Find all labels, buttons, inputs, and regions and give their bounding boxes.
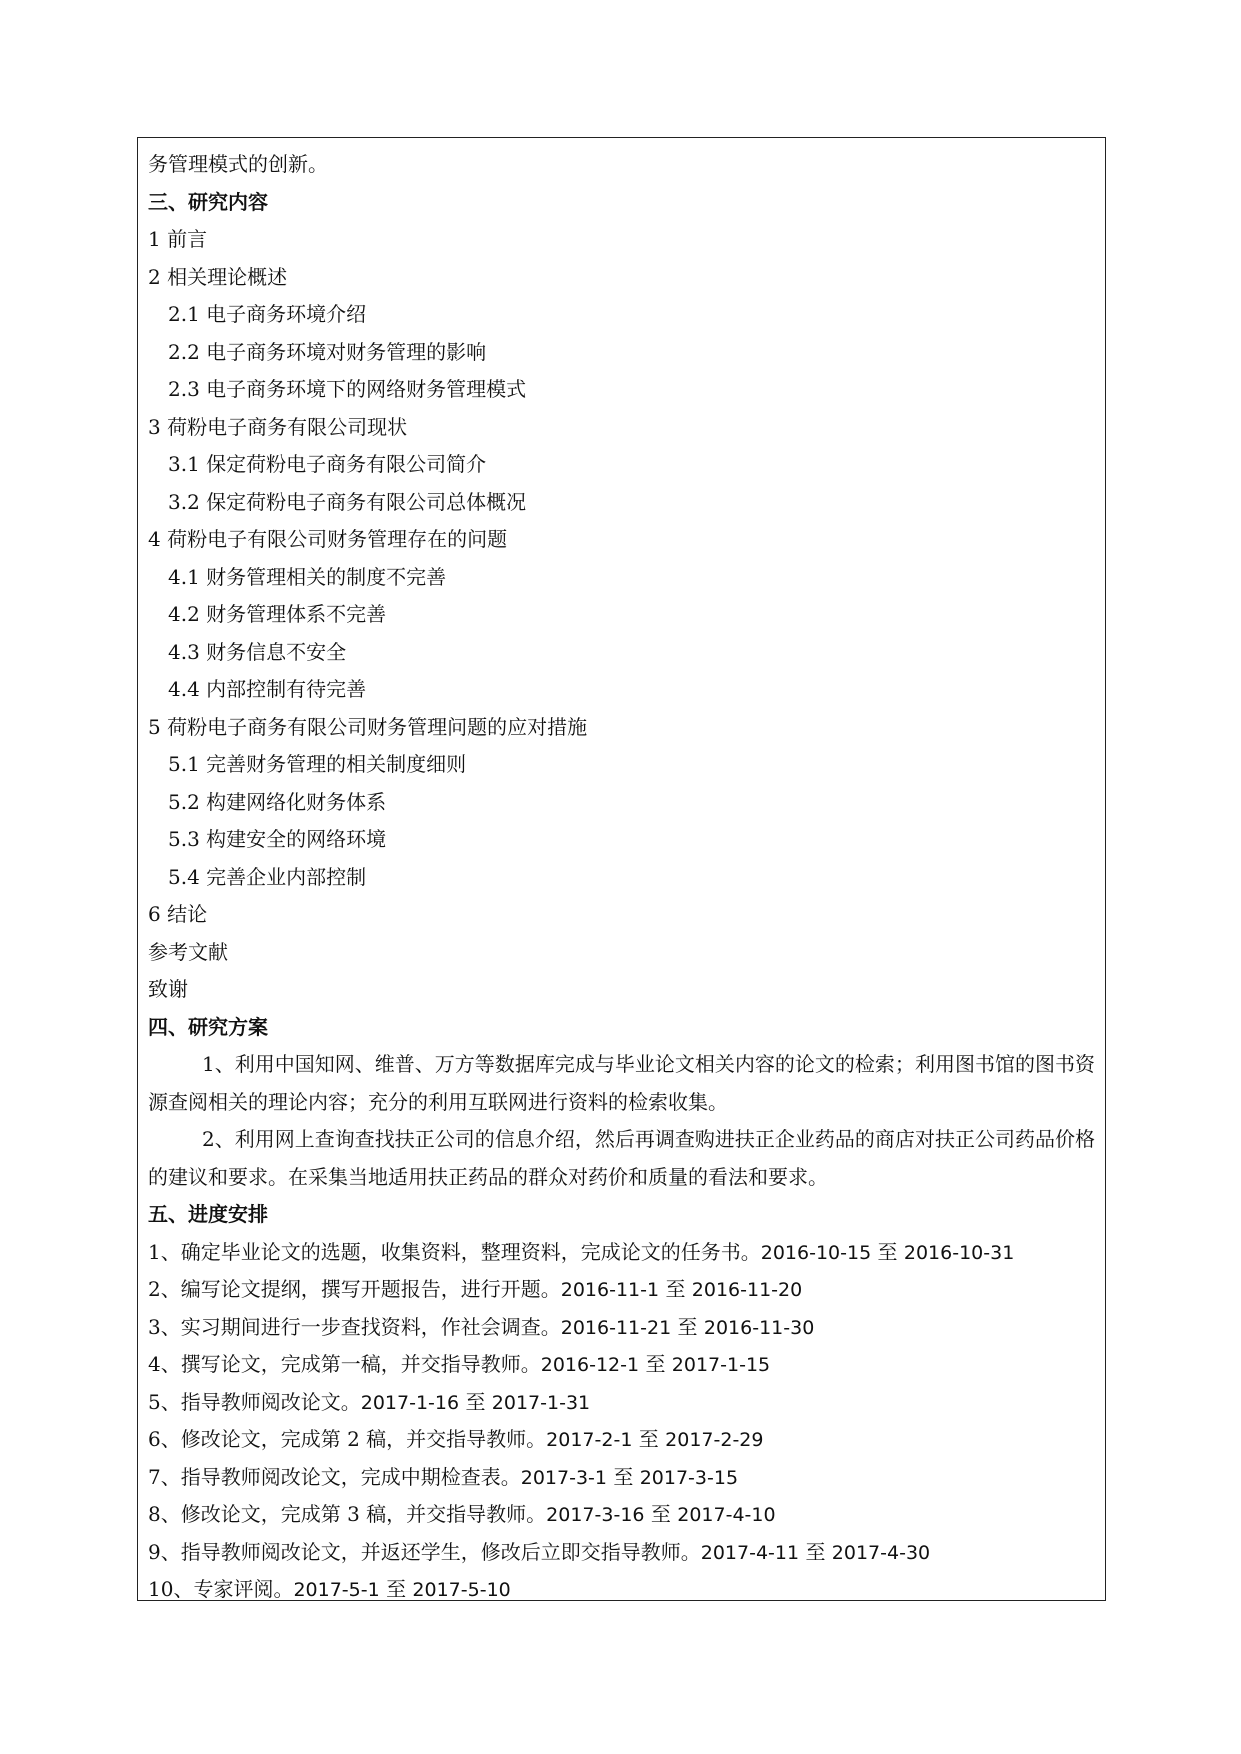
schedule-item [148, 1534, 1095, 1572]
outline-item: 参考文献 [148, 939, 228, 964]
lead-line: 务管理模式的创新。 [148, 152, 328, 176]
schedule-task: 10、专家评阅。 [148, 1577, 294, 1601]
schedule-item [148, 1459, 1095, 1497]
outline-subitem: 4.4 内部控制有待完善 [168, 677, 367, 701]
outline-item: 6 结论 [148, 902, 208, 926]
schedule-end-date: 2016-11-20 [691, 1279, 803, 1301]
schedule-date-separator: 至 [877, 1239, 898, 1264]
section-heading-research-plan: 四、研究方案 [148, 1014, 268, 1039]
schedule-item [148, 1234, 1095, 1272]
outline-item: 致谢 [148, 977, 188, 1001]
schedule-date-separator: 至 [650, 1502, 671, 1526]
schedule-end-date: 2017-1-31 [491, 1391, 591, 1414]
outline-subitem: 4.2 财务管理体系不完善 [168, 602, 387, 626]
section-heading-schedule: 五、进度安排 [148, 1202, 268, 1226]
outline-item: 3 荷粉电子商务有限公司现状 [148, 414, 408, 439]
schedule-task: 4、撰写论文，完成第一稿，并交指导教师。 [148, 1352, 541, 1376]
research-plan-paragraph: 2、利用网上查询查找扶正公司的信息介绍，然后再调查购进扶正企业药品的商店对扶正公司药品价格的建议和要求。在采集当地适用扶正药品的群众对药价和质量的看法和要求。 [148, 1127, 1095, 1189]
schedule-end-date: 2016-10-31 [903, 1241, 1015, 1264]
schedule-start-date: 2016-10-15 [760, 1241, 872, 1264]
schedule-item [148, 1309, 1095, 1347]
schedule-date-separator: 至 [805, 1539, 826, 1564]
outline-subitem: 5.1 完善财务管理的相关制度细则 [168, 752, 467, 776]
schedule-start-date: 2017-5-1 [293, 1579, 380, 1601]
schedule-task: 7、指导教师阅改论文，完成中期检查表。 [148, 1464, 521, 1489]
document-content [148, 146, 1095, 1601]
schedule-item [148, 1271, 1095, 1309]
schedule-start-date: 2016-12-1 [540, 1354, 640, 1376]
schedule-date-separator: 至 [386, 1577, 407, 1601]
schedule-start-date: 2016-11-1 [560, 1279, 660, 1301]
outline-subitem: 5.2 构建网络化财务体系 [168, 789, 387, 814]
schedule-item [148, 1384, 1095, 1422]
schedule-date-separator: 至 [645, 1352, 666, 1376]
research-content-outline [148, 221, 1095, 1009]
outline-subitem: 5.3 构建安全的网络环境 [168, 827, 387, 851]
schedule-task: 9、指导教师阅改论文，并返还学生，修改后立即交指导教师。 [148, 1539, 701, 1564]
schedule-start-date: 2017-3-1 [520, 1466, 607, 1489]
schedule-item [148, 1346, 1095, 1384]
schedule-start-date: 2016-11-21 [560, 1316, 672, 1339]
schedule-date-separator: 至 [677, 1314, 698, 1339]
outline-item: 5 荷粉电子商务有限公司财务管理问题的应对措施 [148, 714, 588, 739]
schedule-item [148, 1421, 1095, 1459]
document-frame [137, 137, 1106, 1601]
outline-subitem: 5.4 完善企业内部控制 [168, 864, 367, 889]
schedule-date-separator: 至 [465, 1389, 486, 1414]
schedule-start-date: 2017-1-16 [360, 1391, 460, 1414]
outline-subitem: 2.3 电子商务环境下的网络财务管理模式 [168, 377, 527, 401]
outline-subitem: 3.1 保定荷粉电子商务有限公司简介 [168, 452, 487, 476]
schedule-end-date: 2017-5-10 [412, 1579, 511, 1601]
schedule-list [148, 1234, 1095, 1602]
schedule-start-date: 2017-4-11 [700, 1541, 800, 1564]
schedule-item [148, 1496, 1095, 1534]
schedule-task: 5、指导教师阅改论文。 [148, 1389, 361, 1414]
schedule-task: 3、实习期间进行一步查找资料，作社会调查。 [148, 1314, 561, 1339]
schedule-date-separator: 至 [613, 1464, 634, 1489]
section-heading-research-content: 三、研究内容 [148, 189, 268, 214]
outline-subitem: 4.1 财务管理相关的制度不完善 [168, 564, 447, 589]
schedule-end-date: 2016-11-30 [703, 1316, 815, 1339]
research-plan-paragraph: 1、利用中国知网、维普、万方等数据库完成与毕业论文相关内容的论文的检索；利用图书馆的图书资源查阅相关的理论内容；充分的利用互联网进行资料的检索收集。 [148, 1052, 1095, 1114]
outline-item: 2 相关理论概述 [148, 264, 288, 289]
outline-subitem: 2.2 电子商务环境对财务管理的影响 [168, 339, 487, 364]
schedule-task: 8、修改论文，完成第 3 稿，并交指导教师。 [148, 1502, 547, 1526]
schedule-task: 6、修改论文，完成第 2 稿，并交指导教师。 [148, 1427, 547, 1451]
outline-item: 4 荷粉电子有限公司财务管理存在的问题 [148, 527, 508, 551]
schedule-date-separator: 至 [638, 1427, 659, 1451]
schedule-task: 1、确定毕业论文的选题，收集资料，整理资料，完成论文的任务书。 [148, 1239, 761, 1264]
schedule-end-date: 2017-1-15 [671, 1354, 771, 1376]
schedule-end-date: 2017-4-30 [831, 1541, 931, 1564]
schedule-start-date: 2017-2-1 [546, 1429, 633, 1451]
schedule-item [148, 1571, 1095, 1601]
schedule-end-date: 2017-2-29 [665, 1429, 764, 1451]
outline-item: 1 前言 [148, 227, 208, 251]
outline-subitem: 2.1 电子商务环境介绍 [168, 302, 367, 326]
schedule-start-date: 2017-3-16 [546, 1504, 645, 1526]
outline-subitem: 3.2 保定荷粉电子商务有限公司总体概况 [168, 489, 527, 514]
schedule-end-date: 2017-4-10 [677, 1504, 776, 1526]
schedule-end-date: 2017-3-15 [639, 1466, 739, 1489]
schedule-task: 2、编写论文提纲，撰写开题报告，进行开题。 [148, 1277, 561, 1301]
outline-subitem: 4.3 财务信息不安全 [168, 639, 347, 664]
schedule-date-separator: 至 [665, 1277, 686, 1301]
